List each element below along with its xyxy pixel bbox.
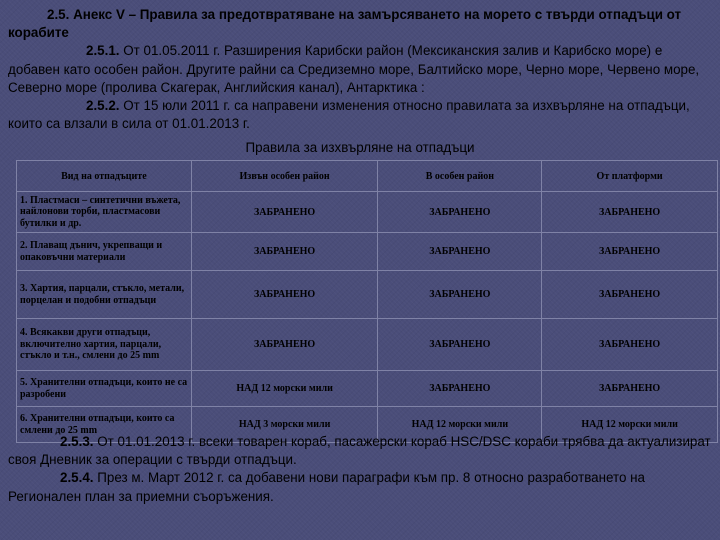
table-row [17, 192, 718, 233]
cell-outside: ЗАБРАНЕНО [191, 319, 378, 371]
heading-number: 2.5. [47, 7, 70, 22]
table-caption: Правила за изхвърляне на отпадъци [245, 140, 475, 155]
cell-special: ЗАБРАНЕНО [378, 233, 542, 271]
paragraph-text: От 01.05.2011 г. Разширения Карибски район (Мексиканския залив и Карибско море) е добавен като особен район. Другите райни са Средиземно море, Балтийско море, Черно море, Червено море, Северно море (пролива Скагерак, Английския канал), Антарктика : [8, 43, 700, 95]
paragraph-text: През м. Март 2012 г. са добавени нови параграфи към пр. 8 относно разработването на Регионален план за приемни съоръжения. [8, 470, 646, 504]
cell-waste-type: 5. Хранителни отпадъци, които не са разробени [17, 371, 192, 407]
cell-outside: ЗАБРАНЕНО [191, 271, 378, 319]
cell-platform: ЗАБРАНЕНО [542, 192, 718, 233]
cell-waste-type: 6. Хранителни отпадъци, които са смлени до 25 mm [17, 407, 192, 443]
cell-platform: ЗАБРАНЕНО [542, 233, 718, 271]
cell-special: ЗАБРАНЕНО [378, 271, 542, 319]
section-heading [8, 6, 716, 42]
cell-platform: ЗАБРАНЕНО [542, 371, 718, 407]
paragraph-2-5-3 [8, 433, 720, 469]
cell-outside: НАД 3 морски мили [191, 407, 378, 443]
top-section [8, 6, 716, 133]
paragraph-number: 2.5.1. [86, 43, 120, 59]
header-waste-type: Вид на отпадъците [17, 161, 192, 192]
cell-waste-type: 3. Хартия, парцали, стъкло, метали, порцелан и подобни отпадъци [17, 271, 192, 319]
cell-special: ЗАБРАНЕНО [378, 192, 542, 233]
table-row [17, 319, 718, 371]
paragraph-text: От 01.01.2013 г. всеки товарен кораб, пасажерски кораб HSC/DSC кораби трябва да актуализират своя Дневник за операции с твърди отпадъци. [8, 434, 711, 468]
paragraph-number: 2.5.4. [60, 470, 94, 486]
cell-special: ЗАБРАНЕНО [378, 371, 542, 407]
table-row [17, 371, 718, 407]
table-header-row [17, 161, 718, 192]
cell-outside: ЗАБРАНЕНО [191, 233, 378, 271]
table-row [17, 233, 718, 271]
paragraph-text: От 15 юли 2011 г. са направени изменения относно правилата за изхвърляне на отпадъци, които са влзали в сила от 01.01.2013 г. [8, 98, 690, 132]
cell-waste-type: 4. Всякакви други отпадъци, включително хартия, парцали, стъкло и т.н., смлени до 25 mm [17, 319, 192, 371]
cell-special: ЗАБРАНЕНО [378, 319, 542, 371]
paragraph-2-5-4 [8, 469, 720, 505]
heading-title: Анекс V – Правила за предотвратяване на замърсяването на морето с твърди отпадъци от корабите [8, 7, 682, 41]
paragraph-2-5-1 [8, 42, 716, 97]
paragraph-number: 2.5.3. [60, 434, 94, 449]
header-platforms: От платформи [542, 161, 718, 192]
cell-platform: ЗАБРАНЕНО [542, 319, 718, 371]
paragraph-number: 2.5.2. [86, 98, 120, 114]
cell-outside: НАД 12 морски мили [191, 371, 378, 407]
header-outside-special-area: Извън особен район [191, 161, 378, 192]
cell-platform: НАД 12 морски мили [542, 407, 718, 443]
cell-outside: ЗАБРАНЕНО [191, 192, 378, 233]
table-row [17, 271, 718, 319]
header-special-area: В особен район [378, 161, 542, 192]
waste-rules-table [16, 160, 718, 443]
paragraph-2-5-2 [8, 97, 716, 133]
bottom-section [8, 433, 720, 506]
cell-waste-type: 1. Пластмаси – синтетични въжета, найлонови торби, пластмасови бутилки и др. [17, 192, 192, 233]
cell-special: НАД 12 морски мили [378, 407, 542, 443]
cell-platform: ЗАБРАНЕНО [542, 271, 718, 319]
cell-waste-type: 2. Плаващ дънич, укрепващи и опаковъчни материали [17, 233, 192, 271]
